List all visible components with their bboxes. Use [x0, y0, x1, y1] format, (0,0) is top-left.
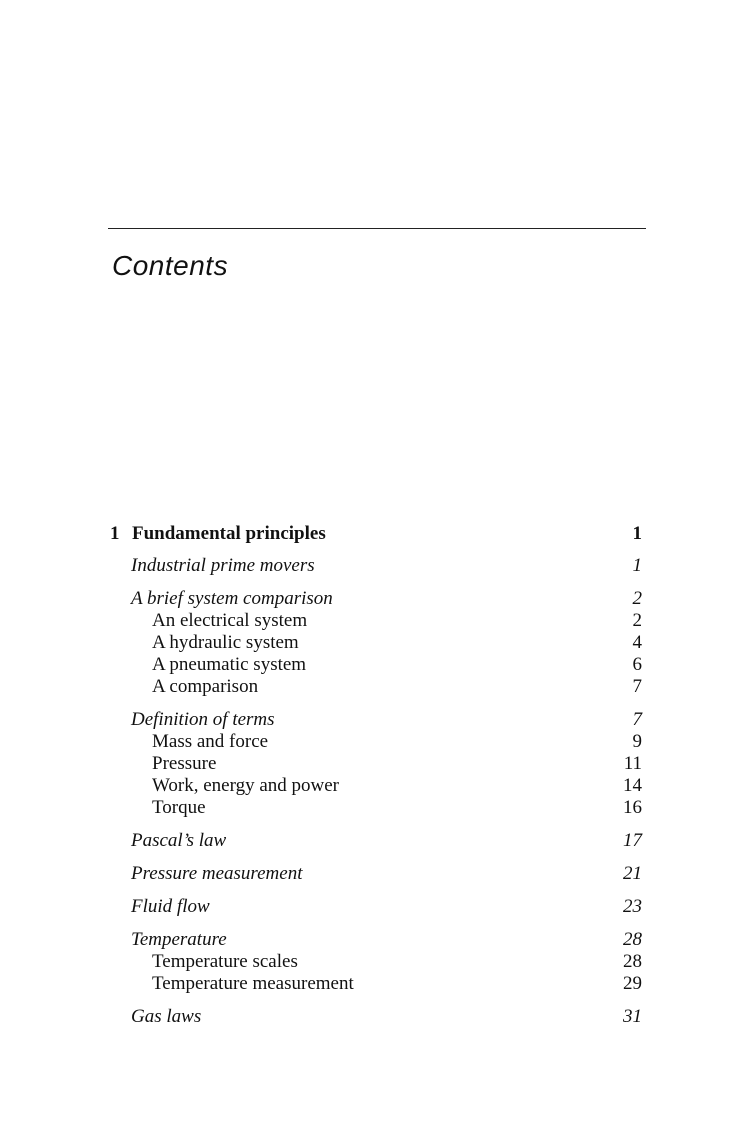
subsection-entry-page: 7 — [632, 676, 642, 697]
section-entry[interactable] — [131, 896, 642, 918]
chapter-heading — [110, 523, 326, 545]
subsection-entry-title: Pressure — [152, 753, 217, 774]
subsection-entry-page: 11 — [623, 753, 642, 774]
section-entry-page: 7 — [632, 709, 642, 730]
section-entry[interactable] — [131, 863, 642, 885]
section-entry[interactable] — [131, 1006, 642, 1028]
subsection-entry[interactable] — [131, 797, 642, 819]
section-entry-title: Industrial prime movers — [131, 555, 315, 576]
subsection-entry-title: Temperature scales — [152, 951, 298, 972]
section-entry-title: Fluid flow — [131, 896, 210, 917]
section-entry[interactable] — [131, 588, 642, 610]
chapter-page: 1 — [632, 523, 642, 544]
section-entry-title: Definition of terms — [131, 709, 275, 730]
title-rule — [108, 228, 646, 229]
section-entry[interactable] — [131, 929, 642, 951]
chapter-title: Fundamental principles — [132, 523, 326, 544]
subsection-entry-page: 4 — [632, 632, 642, 653]
subsection-entry-title: Torque — [152, 797, 206, 818]
section-entry-page: 31 — [623, 1006, 642, 1027]
chapter-number: 1 — [110, 523, 120, 544]
subsection-entry-title: Work, energy and power — [152, 775, 340, 796]
subsection-entry[interactable] — [131, 951, 642, 973]
table-of-contents — [110, 523, 642, 1039]
subsection-entry[interactable] — [131, 654, 642, 676]
subsection-entry[interactable] — [131, 610, 642, 632]
subsection-entry[interactable] — [131, 753, 642, 775]
subsection-entry-page: 9 — [632, 731, 642, 752]
section-entry-title: Temperature — [131, 929, 227, 950]
toc-section-group — [110, 896, 642, 918]
page-title: Contents — [112, 250, 229, 281]
toc-section-group — [110, 1006, 642, 1028]
subsection-entry-title: Mass and force — [152, 731, 269, 752]
subsection-entry-page: 14 — [623, 775, 642, 796]
section-entry-page: 1 — [632, 555, 642, 576]
section-entry-page: 2 — [632, 588, 642, 609]
chapter-entry[interactable] — [110, 523, 642, 545]
section-entry-page: 28 — [623, 929, 642, 950]
subsection-entry-page: 6 — [632, 654, 642, 675]
toc-section-group — [110, 709, 642, 819]
toc-section-group — [110, 863, 642, 885]
toc-section-group — [110, 555, 642, 577]
subsection-entry[interactable] — [131, 632, 642, 654]
subsection-entry[interactable] — [131, 973, 642, 995]
subsection-entry-title: An electrical system — [152, 610, 308, 631]
subsection-entry[interactable] — [131, 775, 642, 797]
subsection-entry[interactable] — [131, 676, 642, 698]
subsection-entry-title: A comparison — [152, 676, 259, 697]
section-entry-title: A brief system comparison — [131, 588, 333, 609]
subsection-entry-page: 28 — [623, 951, 642, 972]
toc-section-group — [110, 588, 642, 698]
subsection-entry-title: A pneumatic system — [152, 654, 307, 675]
subsection-entry-page: 2 — [632, 610, 642, 631]
section-entry[interactable] — [131, 555, 642, 577]
toc-section-group — [110, 830, 642, 852]
subsection-entry-title: Temperature measurement — [152, 973, 354, 994]
subsection-entry-title: A hydraulic system — [152, 632, 299, 653]
section-entry-title: Gas laws — [131, 1006, 202, 1027]
section-entry-title: Pascal’s law — [131, 830, 227, 851]
subsection-entry-page: 29 — [623, 973, 642, 994]
toc-section-group — [110, 929, 642, 995]
section-list — [110, 555, 642, 1028]
section-entry-page: 23 — [623, 896, 642, 917]
section-entry-page: 21 — [623, 863, 642, 884]
section-entry-page: 17 — [623, 830, 642, 851]
section-entry-title: Pressure measurement — [131, 863, 303, 884]
subsection-entry-page: 16 — [623, 797, 642, 818]
section-entry[interactable] — [131, 709, 642, 731]
section-entry[interactable] — [131, 830, 642, 852]
subsection-entry[interactable] — [131, 731, 642, 753]
